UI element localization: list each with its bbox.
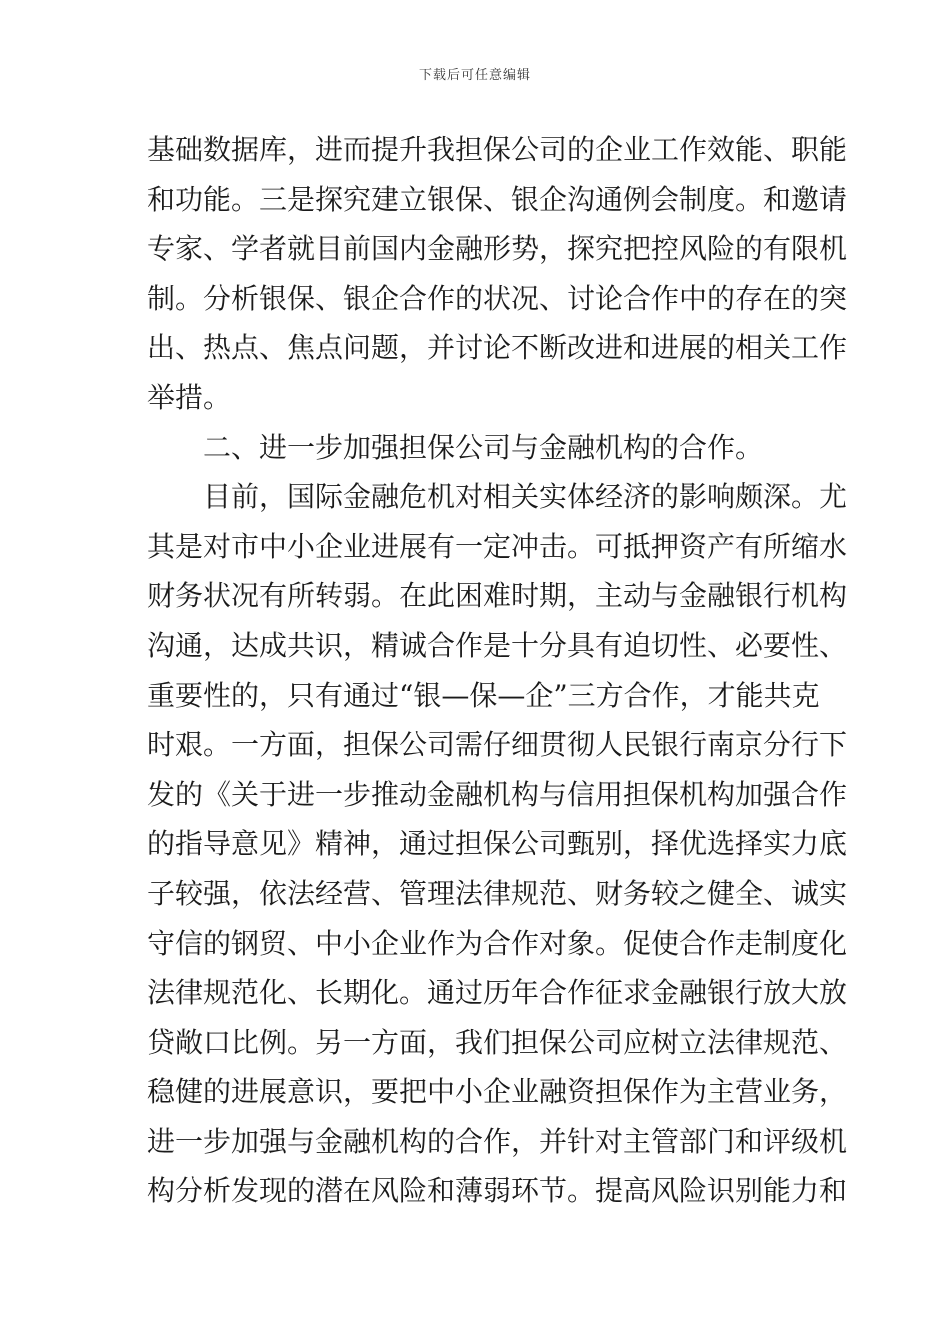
text-line: 目前，国际金融危机对相关实体经济的影响颇深。尤	[203, 480, 848, 514]
text-line: 贷敞口比例。另一方面，我们担保公司应树立法律规范、	[147, 1025, 848, 1059]
text-line: 和功能。三是探究建立银保、银企沟通例会制度。和邀请	[147, 182, 848, 216]
section-heading: 二、进一步加强担保公司与金融机构的合作。	[203, 430, 764, 464]
text-line: 的指导意见》精神，通过担保公司甄别，择优选择实力底	[147, 827, 848, 861]
text-line: 守信的钢贸、中小企业作为合作对象。促使合作走制度化	[147, 926, 848, 960]
text-line: 出、热点、焦点问题，并讨论不断改进和进展的相关工作	[147, 331, 848, 365]
text-line: 制。分析银保、银企合作的状况、讨论合作中的存在的突	[147, 281, 848, 315]
text-line: 举措。	[147, 380, 232, 414]
text-line: 构分析发现的潜在风险和薄弱环节。提高风险识别能力和	[147, 1174, 848, 1208]
text-line: 稳健的进展意识，要把中小企业融资担保作为主营业务，	[147, 1075, 848, 1109]
text-line: 子较强，依法经营、管理法律规范、财务较之健全、诚实	[147, 876, 848, 910]
text-line: 财务状况有所转弱。在此困难时期，主动与金融银行机构	[147, 579, 848, 613]
text-line: 其是对市中小企业进展有一定冲击。可抵押资产有所缩水	[147, 529, 848, 563]
text-line: 专家、学者就目前国内金融形势，探究把控风险的有限机	[147, 232, 848, 266]
text-line: 重要性的，只有通过“银—保—企”三方合作，才能共克	[147, 678, 820, 712]
text-line: 时艰。一方面，担保公司需仔细贯彻人民银行南京分行下	[147, 728, 848, 762]
document-body	[147, 125, 848, 1216]
text-line: 法律规范化、长期化。通过历年合作征求金融银行放大放	[147, 976, 848, 1010]
text-line: 沟通，达成共识，精诚合作是十分具有迫切性、必要性、	[147, 628, 848, 662]
text-line: 进一步加强与金融机构的合作，并针对主管部门和评级机	[147, 1124, 848, 1158]
page-header: 下载后可任意编辑	[418, 68, 531, 83]
text-line: 基础数据库，进而提升我担保公司的企业工作效能、职能	[147, 133, 848, 166]
text-line: 发的《关于进一步推动金融机构与信用担保机构加强合作	[147, 777, 848, 811]
